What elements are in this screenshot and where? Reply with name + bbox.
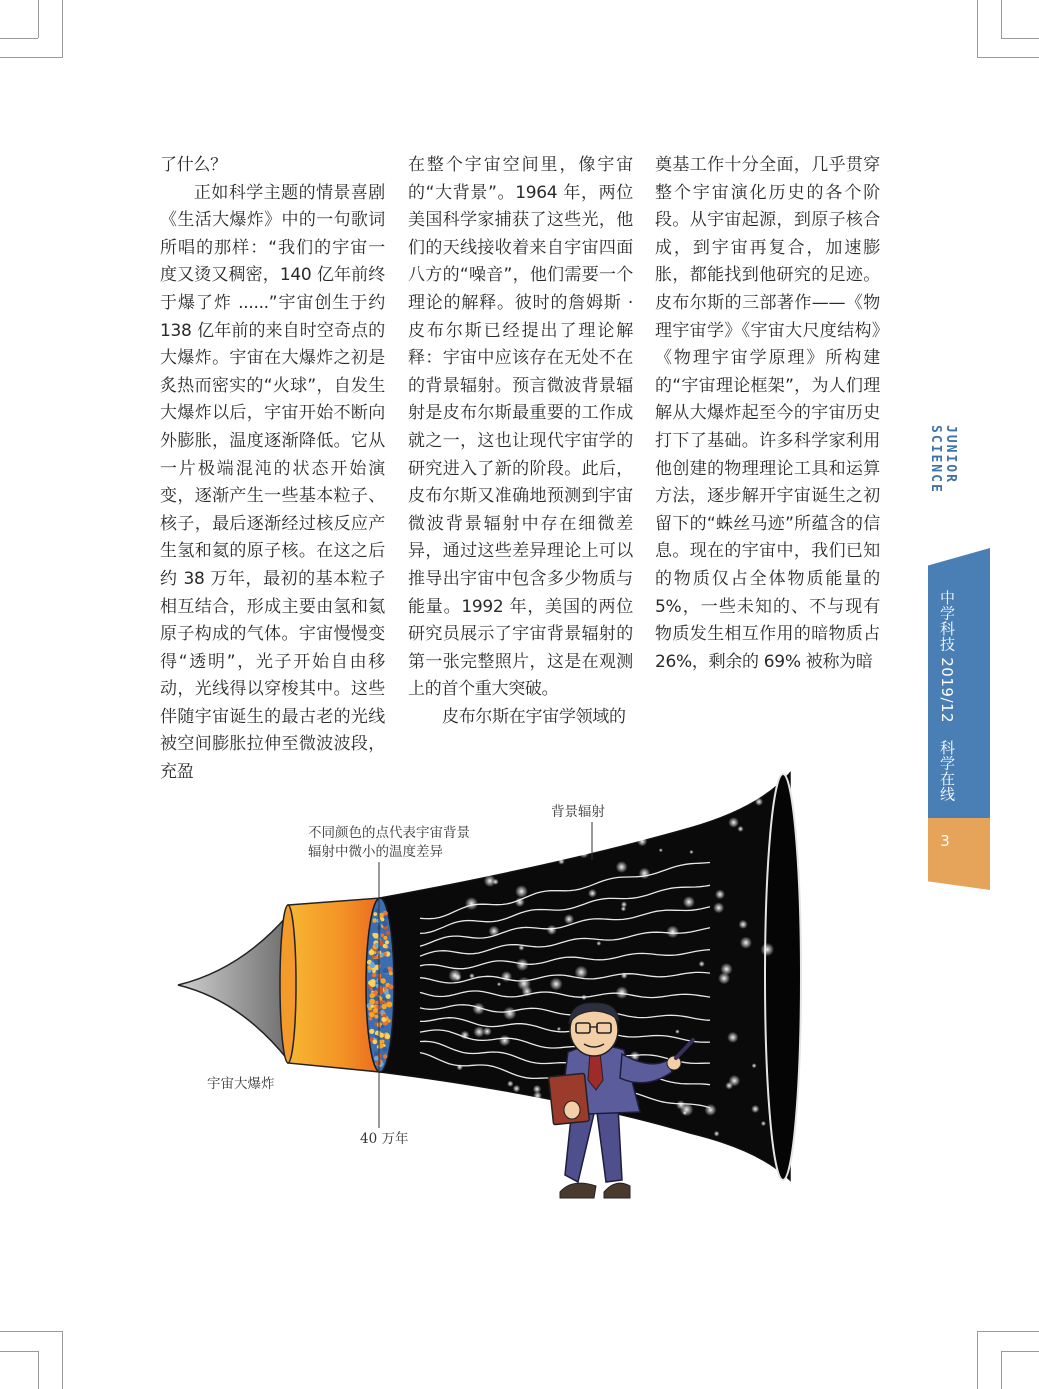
label-400k-years: 40 万年: [360, 1131, 409, 1147]
page-number: 3: [940, 832, 950, 850]
label-background-radiation: 背景辐射: [551, 804, 605, 820]
big-bang-cone: [178, 915, 288, 1060]
paragraph: 正如科学主题的情景喜剧《生活大爆炸》中的一句歌词所唱的那样：“我们的宇宙一度又烫又稠密，140 亿年前终于爆了炸 ......”宇宙创生于约 138 亿年前的来自时空奇点的大爆炸。宇宙在大爆炸之初是炙热而密实的“火球”，自发生大爆炸以后，宇宙开始不断向外膨胀，温度逐渐降低。它从一片极端混沌的状态开始演变，逐渐产生一些基本粒子、核子，最后逐渐经过核反应产生氢和氦的原子核。在这之后约 38 万年，最初的基本粒子相互结合，形成主要由氢和氦原子构成的气体。宇宙慢慢变得“透明”，光子开始自由移动，光线得以穿梭其中。这些伴随宇宙诞生的最古老的光线被空间膨胀拉伸至微波波段，充盈: [160, 182, 385, 783]
sidebar-english-title: JUNIOR SCIENCE: [928, 425, 958, 494]
paragraph: 皮布尔斯在宇宙学领域的: [442, 706, 626, 727]
paragraph: 奠基工作十分全面，几乎贯穿整个宇宙演化历史的各个阶段。从宇宙起源，到原子核合成，到宇宙再复合，加速膨胀，都能找到他研究的足迹。皮布尔斯的三部著作——《物理宇宙学》《宇宙大尺度结构》《物理宇宙学原理》所构建的“宇宙理论框架”，为人们理解从大爆炸起至今的宇宙历史打下了基础。许多科学家利用他创建的物理理论工具和运算方法，逐步解开宇宙诞生之初留下的“蛛丝马迹”所蕴含的信息。现在的宇宙中，我们已知的物质仅占全体物质能量的 5%，一些未知的、不与现有物质发生相互作用的暗物质占 26%，剩余的 69% 被称为暗: [655, 155, 880, 672]
sidebar-magazine-issue: 中学科技 2019/12: [938, 590, 956, 724]
label-temperature-differences-line1: 不同颜色的点代表宇宙背景: [308, 825, 470, 841]
universe-rim: [765, 774, 801, 1180]
paragraph: 在整个宇宙空间里，像宇宙的“大背景”。1964 年，两位美国科学家捕获了这些光，他们的天线接收着来自宇宙四面八方的“噪音”，他们需要一个理论的解释。彼时的詹姆斯 · 皮布尔斯已经提出了理论解释：宇宙中应该存在无处不在的背景辐射。预言微波背景辐射是皮布尔斯最重要的工作成就之一，这也让现代宇宙学的研究进入了新的阶段。此后，皮布尔斯又准确地预测到宇宙微波背景辐射中存在细微差异，通过这些差异理论上可以推导出宇宙中包含多少物质与能量。1992 年，美国的两位研究员展示了宇宙背景辐射的第一张完整照片，这是在观测上的首个重大突破。: [408, 155, 633, 700]
label-big-bang: 宇宙大爆炸: [207, 1076, 275, 1092]
fireball-edge: [280, 905, 296, 1063]
label-temperature-differences-line2: 辐射中微小的温度差异: [308, 844, 443, 860]
paragraph: 了什么？: [160, 155, 227, 175]
sidebar-section-name: 科学在线: [938, 740, 956, 802]
